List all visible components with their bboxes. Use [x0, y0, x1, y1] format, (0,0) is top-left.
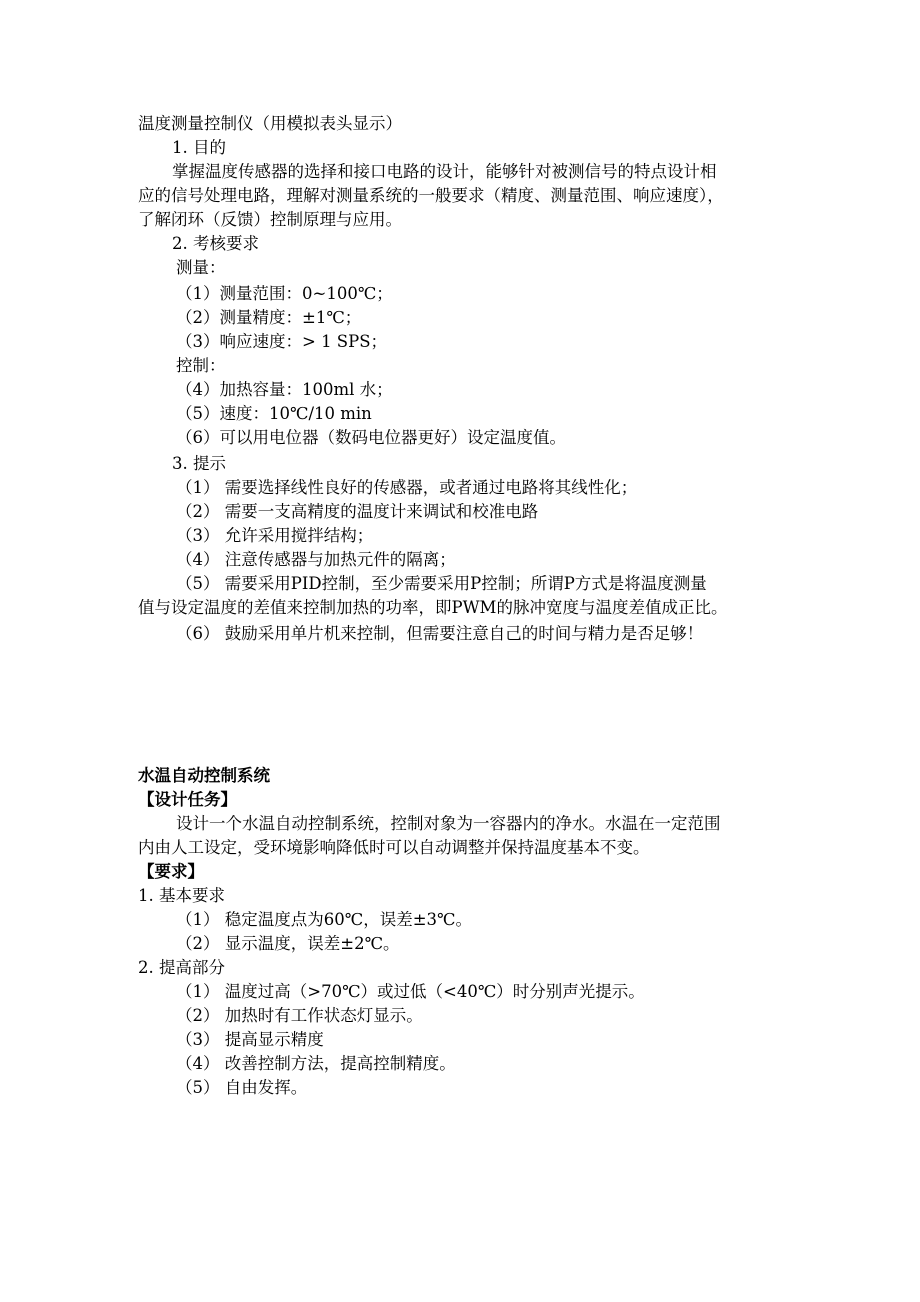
control-item: （6）可以用电位器（数码电位器更好）设定温度值。 — [176, 428, 566, 447]
task-para-line2: 内由人工设定，受环境影响降低时可以自动调整并保持温度基本不变。 — [138, 838, 650, 857]
requirements-heading: 【要求】 — [138, 862, 204, 881]
measure-item: （1）测量范围：0~100℃； — [176, 284, 393, 303]
doc1-sec1-heading: 1. 目的 — [172, 138, 226, 157]
measure-label: 测量： — [176, 258, 226, 277]
doc1-sec3-heading: 3. 提示 — [172, 454, 226, 473]
doc1-sec1-para-line2: 应的信号处理电路，理解对测量系统的一般要求（精度、测量范围、响应速度）， — [138, 186, 724, 205]
advanced-item: （5） 自由发挥。 — [176, 1078, 308, 1097]
doc1-sec2-heading: 2. 考核要求 — [172, 234, 259, 253]
measure-item: （2）测量精度：±1℃； — [176, 308, 362, 327]
doc1-title: 温度测量控制仪（用模拟表头显示） — [138, 114, 402, 133]
advanced-item: （4） 改善控制方法，提高控制精度。 — [176, 1054, 456, 1073]
advanced-item: （1） 温度过高（>70℃）或过低（<40℃）时分别声光提示。 — [176, 982, 645, 1001]
advanced-item: （3） 提高显示精度 — [176, 1030, 324, 1049]
measure-item: （3）响应速度：> 1 SPS； — [176, 332, 388, 351]
advanced-item: （2） 加热时有工作状态灯显示。 — [176, 1006, 423, 1025]
hint-item: （1） 需要选择线性良好的传感器，或者通过电路将其线性化； — [176, 478, 638, 497]
doc1-sec1-para-line3: 了解闭环（反馈）控制原理与应用。 — [138, 210, 402, 229]
control-item: （4）加热容量：100ml 水； — [176, 380, 393, 399]
doc1-sec1-para-line1: 掌握温度传感器的选择和接口电路的设计，能够针对被测信号的特点设计相 — [172, 162, 717, 181]
hint-item: （3） 允许采用搅拌结构； — [176, 526, 374, 545]
doc2-title: 水温自动控制系统 — [138, 766, 270, 785]
hint-item: （2） 需要一支高精度的温度计来调试和校准电路 — [176, 502, 539, 521]
advanced-heading: 2. 提高部分 — [138, 958, 225, 977]
control-item: （5）速度：10℃/10 min — [176, 404, 372, 423]
hint-item: （4） 注意传感器与加热元件的隔离； — [176, 550, 456, 569]
task-heading: 【设计任务】 — [138, 790, 237, 809]
basic-heading: 1. 基本要求 — [138, 886, 225, 905]
control-label: 控制： — [176, 356, 226, 375]
hint-item: （5） 需要采用PID控制，至少需要采用P控制；所谓P方式是将温度测量 — [176, 574, 707, 593]
hint-item-continuation: 值与设定温度的差值来控制加热的功率，即PWM的脉冲宽度与温度差值成正比。 — [138, 598, 728, 617]
basic-item: （1） 稳定温度点为60℃，误差±3℃。 — [176, 910, 472, 929]
basic-item: （2） 显示温度，误差±2℃。 — [176, 934, 400, 953]
task-para-line1: 设计一个水温自动控制系统，控制对象为一容器内的净水。水温在一定范围 — [176, 814, 721, 833]
hint-item: （6） 鼓励采用单片机来控制，但需要注意自己的时间与精力是否足够！ — [176, 624, 704, 643]
